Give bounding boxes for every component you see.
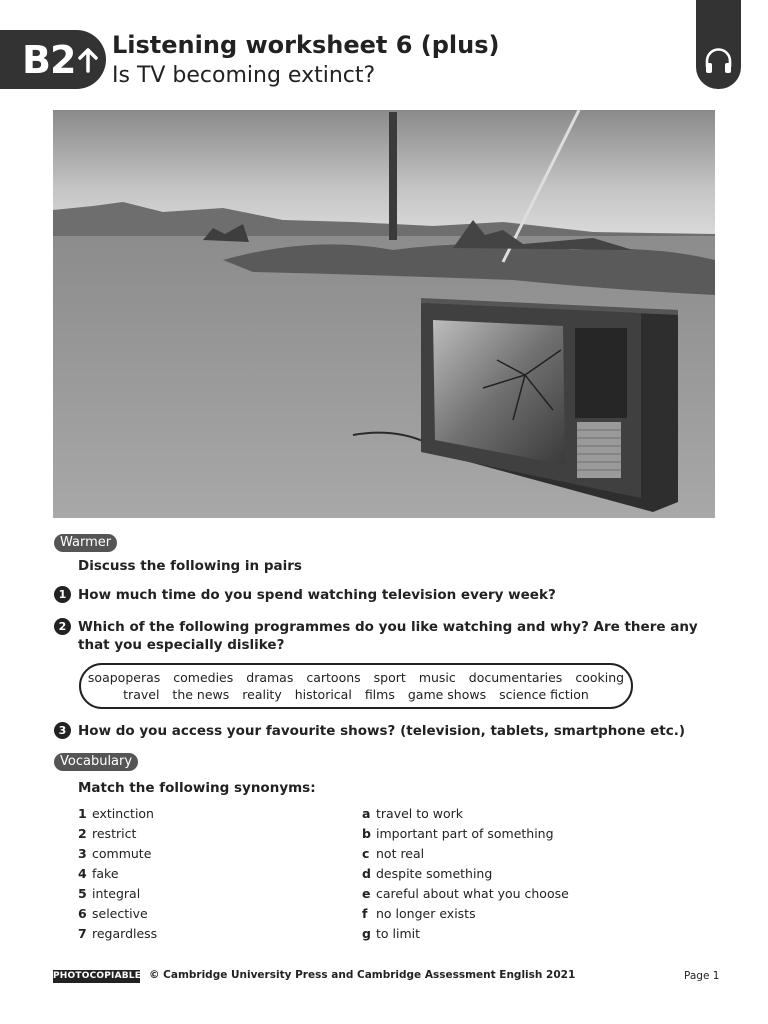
up-arrow-icon — [78, 47, 98, 73]
list-item: c not real — [362, 846, 425, 861]
level-badge — [0, 30, 106, 89]
programme-word: films — [364, 687, 395, 702]
programme-word: cartoons — [306, 670, 361, 685]
list-item: 7 regardless — [78, 926, 158, 941]
level-text: B2 — [22, 37, 76, 82]
programme-word: travel — [123, 687, 160, 702]
vocabulary-instruction: Match the following synonyms: — [78, 780, 316, 796]
corner-tab — [696, 0, 741, 89]
vocabulary-definitions-list — [362, 805, 569, 945]
photocopiable-badge: PHOTOCOPIABLE — [53, 971, 142, 981]
list-item: 3 commute — [78, 846, 152, 861]
programme-word: historical — [294, 687, 352, 702]
question-number: 3 — [54, 722, 71, 739]
vocabulary-words-list — [78, 805, 157, 945]
programme-word: science fiction — [499, 687, 589, 702]
vocabulary-label: Vocabulary — [54, 753, 138, 771]
programme-word: sport — [373, 670, 406, 685]
list-item: g to limit — [362, 926, 421, 941]
list-item: e careful about what you choose — [362, 886, 569, 901]
list-item: 4 fake — [78, 866, 119, 881]
list-item: 5 integral — [78, 886, 141, 901]
worksheet-title: Listening worksheet 6 (plus) — [112, 31, 500, 59]
question-number: 2 — [54, 618, 71, 635]
programme-word: cooking — [575, 670, 625, 685]
photo-old-tv-in-desert — [53, 110, 715, 518]
list-item: 6 selective — [78, 906, 148, 921]
worksheet-subtitle: Is TV becoming extinct? — [112, 63, 376, 88]
programme-word: documentaries — [468, 670, 563, 685]
programmes-row — [123, 686, 589, 703]
question-text: How much time do you spend watching television every week? — [78, 587, 556, 603]
question-text: Which of the following programmes do you like watching and why? Are there any that you especially dislike? — [78, 619, 698, 653]
list-item: 1 extinction — [78, 806, 154, 821]
programmes-word-box — [79, 663, 633, 709]
headphones-icon — [703, 46, 734, 76]
list-item: f no longer exists — [362, 906, 476, 921]
programme-word: game shows — [407, 687, 487, 702]
programme-word: music — [418, 670, 456, 685]
list-item: 2 restrict — [78, 826, 137, 841]
programme-word: the news — [172, 687, 230, 702]
warmer-label: Warmer — [54, 534, 117, 552]
page-number: Page 1 — [684, 970, 720, 982]
programme-word: soapoperas — [87, 670, 161, 685]
question-number: 1 — [54, 586, 71, 603]
list-item: d despite something — [362, 866, 493, 881]
list-item: b important part of something — [362, 826, 554, 841]
programmes-row — [88, 669, 624, 686]
programme-word: comedies — [173, 670, 234, 685]
question-text: How do you access your favourite shows? (television, tablets, smartphone etc.) — [78, 723, 686, 739]
copyright-text: © Cambridge University Press and Cambridge Assessment English 2021 — [149, 969, 576, 981]
programme-word: dramas — [246, 670, 294, 685]
programme-word: reality — [242, 687, 282, 702]
list-item: a travel to work — [362, 806, 464, 821]
warmer-instruction: Discuss the following in pairs — [78, 558, 302, 574]
